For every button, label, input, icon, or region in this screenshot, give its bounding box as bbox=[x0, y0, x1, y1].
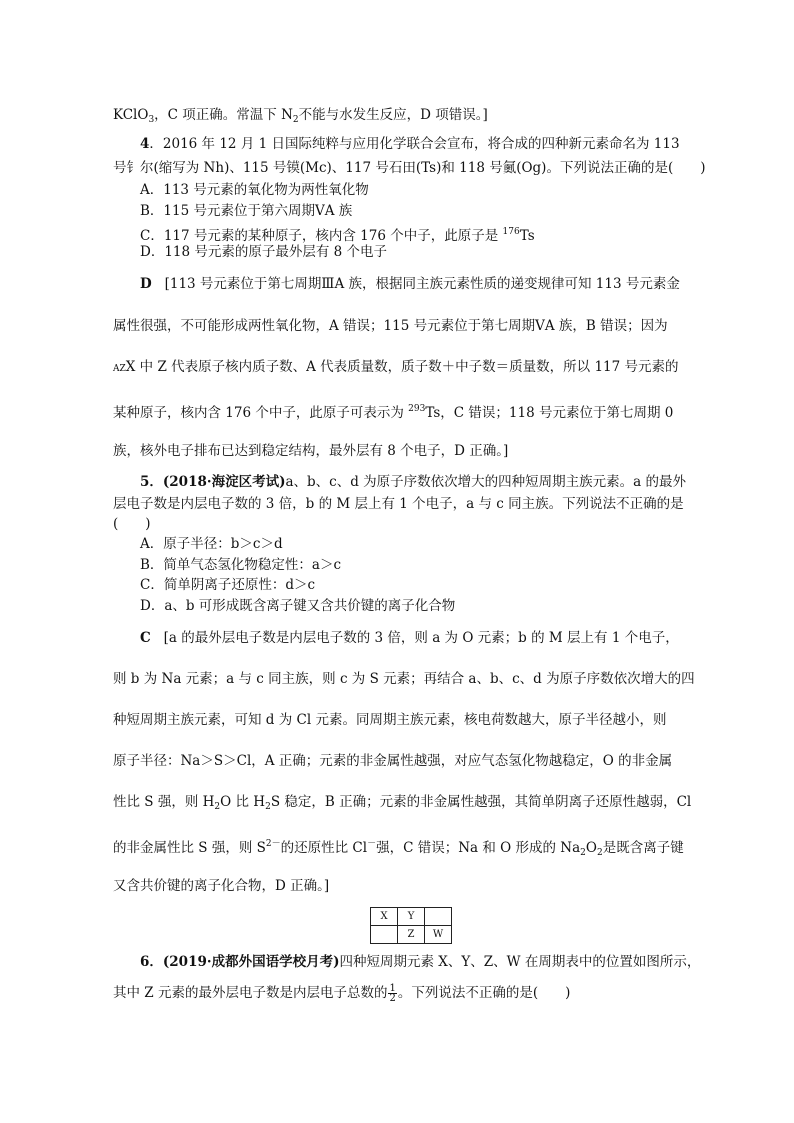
periodic-table-fragment bbox=[370, 907, 452, 944]
text: O 比 H bbox=[220, 794, 266, 810]
text: D．a、b 可形成既含离子键又含共价键的离子化合物 bbox=[140, 598, 456, 614]
text: S 稳定，B 正确；元素的非金属性越强，其简单阴离子还原性越弱，Cl bbox=[270, 794, 692, 810]
text: 属性很强，不可能形成两性氧化物，A 错误；115 号元素位于第七周期ⅤA 族，B 错误；因为 bbox=[113, 318, 668, 334]
text: 。下列说法不正确的是( ) bbox=[397, 985, 571, 1001]
text: 原子半径：Na＞S＞Cl，A 正确；元素的非金属性越强，对应气态氢化物越稳定，O 的非金属 bbox=[113, 753, 673, 769]
answer-5-line-6 bbox=[113, 834, 684, 863]
question-5-line-2 bbox=[113, 494, 684, 514]
text: B．115 号元素位于第六周期ⅤA 族 bbox=[140, 203, 353, 219]
table-cell: Y bbox=[398, 908, 425, 926]
answer-5-line-7 bbox=[113, 876, 329, 896]
subscript: 2 bbox=[580, 848, 586, 858]
subscript: 2 bbox=[292, 115, 299, 125]
superscript: － bbox=[367, 839, 377, 849]
fraction bbox=[388, 984, 396, 1003]
answer-5-line-5 bbox=[113, 792, 691, 817]
text: 的还原性比 Cl bbox=[280, 840, 368, 856]
text: C．简单阴离子还原性：d＞c bbox=[140, 577, 316, 593]
text: 号钅尔(缩写为 Nh)、115 号镆(Mc)、117 号石田(Ts)和 118 号鿫(Og)。下列说法正确的是( ) bbox=[113, 160, 706, 176]
text: 层电子数是内层电子数的 3 倍，b 的 M 层上有 1 个电子，a 与 c 同主族。下列说法不正确的是 bbox=[113, 496, 684, 512]
text: B．简单气态氢化物稳定性：a＞c bbox=[140, 557, 342, 573]
option-d bbox=[140, 242, 387, 262]
text: 是既含离子键 bbox=[602, 840, 684, 856]
superscript: 293 bbox=[408, 404, 426, 414]
question-source: ．(2018·海淀区考试) bbox=[149, 474, 286, 490]
text: Ts bbox=[519, 228, 535, 244]
text: 则 b 为 Na 元素；a 与 c 同主族，则 c 为 S 元素；再结合 a、b、c、d 为原子序数依次增大的四 bbox=[113, 671, 695, 687]
question-5-line-3 bbox=[113, 514, 151, 534]
question-number: 6 bbox=[140, 954, 150, 970]
table-cell: X bbox=[371, 908, 398, 926]
text: Ts，C 错误；118 号元素位于第七周期 0 bbox=[425, 405, 674, 421]
table-cell bbox=[425, 908, 452, 926]
answer-5-line-4 bbox=[113, 751, 672, 771]
text: 种短周期主族元素，可知 d 为 Cl 元素。同周期主族元素，核电荷数越大，原子半径越小，则 bbox=[113, 712, 667, 728]
option-a bbox=[140, 180, 369, 200]
fraction-numerator: 1 bbox=[389, 983, 396, 994]
text: 强，C 错误；Na 和 O 形成的 Na bbox=[376, 840, 581, 856]
answer-5-line-2 bbox=[113, 669, 695, 689]
text: ( ) bbox=[113, 516, 151, 532]
answer-4-line-1 bbox=[140, 274, 680, 294]
option-c bbox=[140, 575, 315, 595]
text: 某种原子，核内含 176 个中子，此原子可表示为 bbox=[113, 405, 409, 421]
subscript: 2 bbox=[265, 802, 271, 812]
answer-5-line-3 bbox=[113, 710, 666, 730]
text: C．117 号元素的某种原子，核内含 176 个中子，此原子是 bbox=[140, 228, 503, 244]
answer-4-line-4 bbox=[113, 399, 673, 423]
question-4-line-2 bbox=[113, 158, 705, 178]
table-row bbox=[371, 908, 452, 926]
option-a bbox=[140, 534, 283, 554]
option-b bbox=[140, 555, 341, 575]
text: ，C 项正确。常温下 N bbox=[154, 107, 293, 123]
text: D．118 号元素的原子最外层有 8 个电子 bbox=[140, 244, 388, 260]
text: 的非金属性比 S 强，则 S bbox=[113, 840, 266, 856]
text: A．原子半径：b＞c＞d bbox=[140, 536, 283, 552]
question-4-line-1 bbox=[140, 134, 680, 154]
question-source: ．(2019·成都外国语学校月考) bbox=[149, 954, 340, 970]
text: [a 的最外层电子数是内层电子数的 3 倍，则 a 为 O 元素；b 的 M 层上有 1 个电子， bbox=[163, 630, 679, 646]
answer-5-line-1 bbox=[140, 628, 679, 648]
table-cell: W bbox=[425, 926, 452, 944]
text-line bbox=[113, 105, 488, 130]
question-6-line-1 bbox=[140, 952, 700, 972]
answer-letter: C bbox=[140, 630, 151, 646]
superscript: 176 bbox=[502, 227, 520, 237]
option-b bbox=[140, 201, 352, 221]
option-d bbox=[140, 596, 455, 616]
answer-letter: D bbox=[140, 276, 152, 292]
text: O bbox=[585, 840, 597, 856]
subscript: 2 bbox=[596, 848, 603, 858]
table-cell bbox=[371, 926, 398, 944]
text: ．2016 年 12 月 1 日国际纯粹与应用化学联合会宣布，将合成的四种新元素命名为 113 bbox=[149, 136, 680, 152]
nuclide-notation: AZ bbox=[113, 364, 126, 374]
text: KClO bbox=[113, 107, 149, 123]
text: 四种短周期元素 X、Y、Z、W 在周期表中的位置如图所示， bbox=[339, 954, 701, 970]
question-6-line-2 bbox=[113, 983, 570, 1003]
text: A．113 号元素的氧化物为两性氧化物 bbox=[140, 182, 369, 198]
table-cell: Z bbox=[398, 926, 425, 944]
text: 又含共价键的离子化合物，D 正确。] bbox=[113, 878, 330, 894]
question-5-line-1 bbox=[140, 472, 686, 492]
answer-4-line-3 bbox=[113, 357, 679, 379]
question-number: 5 bbox=[140, 474, 150, 490]
text: 族，核外电子排布已达到稳定结构，最外层有 8 个电子，D 正确。] bbox=[113, 443, 509, 459]
text: a、b、c、d 为原子序数依次增大的四种短周期主族元素。a 的最外 bbox=[285, 474, 686, 490]
superscript: 2－ bbox=[265, 839, 281, 849]
subscript: 3 bbox=[148, 115, 155, 125]
text: 不能与水发生反应，D 项错误。] bbox=[298, 107, 488, 123]
text: X 中 Z 代表原子核内质子数、A 代表质量数，质子数＋中子数＝质量数，所以 117 号元素的 bbox=[125, 359, 679, 375]
answer-4-line-2 bbox=[113, 316, 668, 336]
fraction-denominator: 2 bbox=[389, 993, 396, 1004]
question-number: 4 bbox=[140, 136, 150, 152]
text: 性比 S 强，则 H bbox=[113, 794, 215, 810]
text: [113 号元素位于第七周期ⅢA 族，根据同主族元素性质的递变规律可知 113 号元素金 bbox=[164, 276, 680, 292]
table-row bbox=[371, 926, 452, 944]
answer-4-line-5 bbox=[113, 441, 508, 461]
subscript: 2 bbox=[214, 802, 221, 812]
text: 其中 Z 元素的最外层电子数是内层电子总数的 bbox=[113, 985, 388, 1001]
